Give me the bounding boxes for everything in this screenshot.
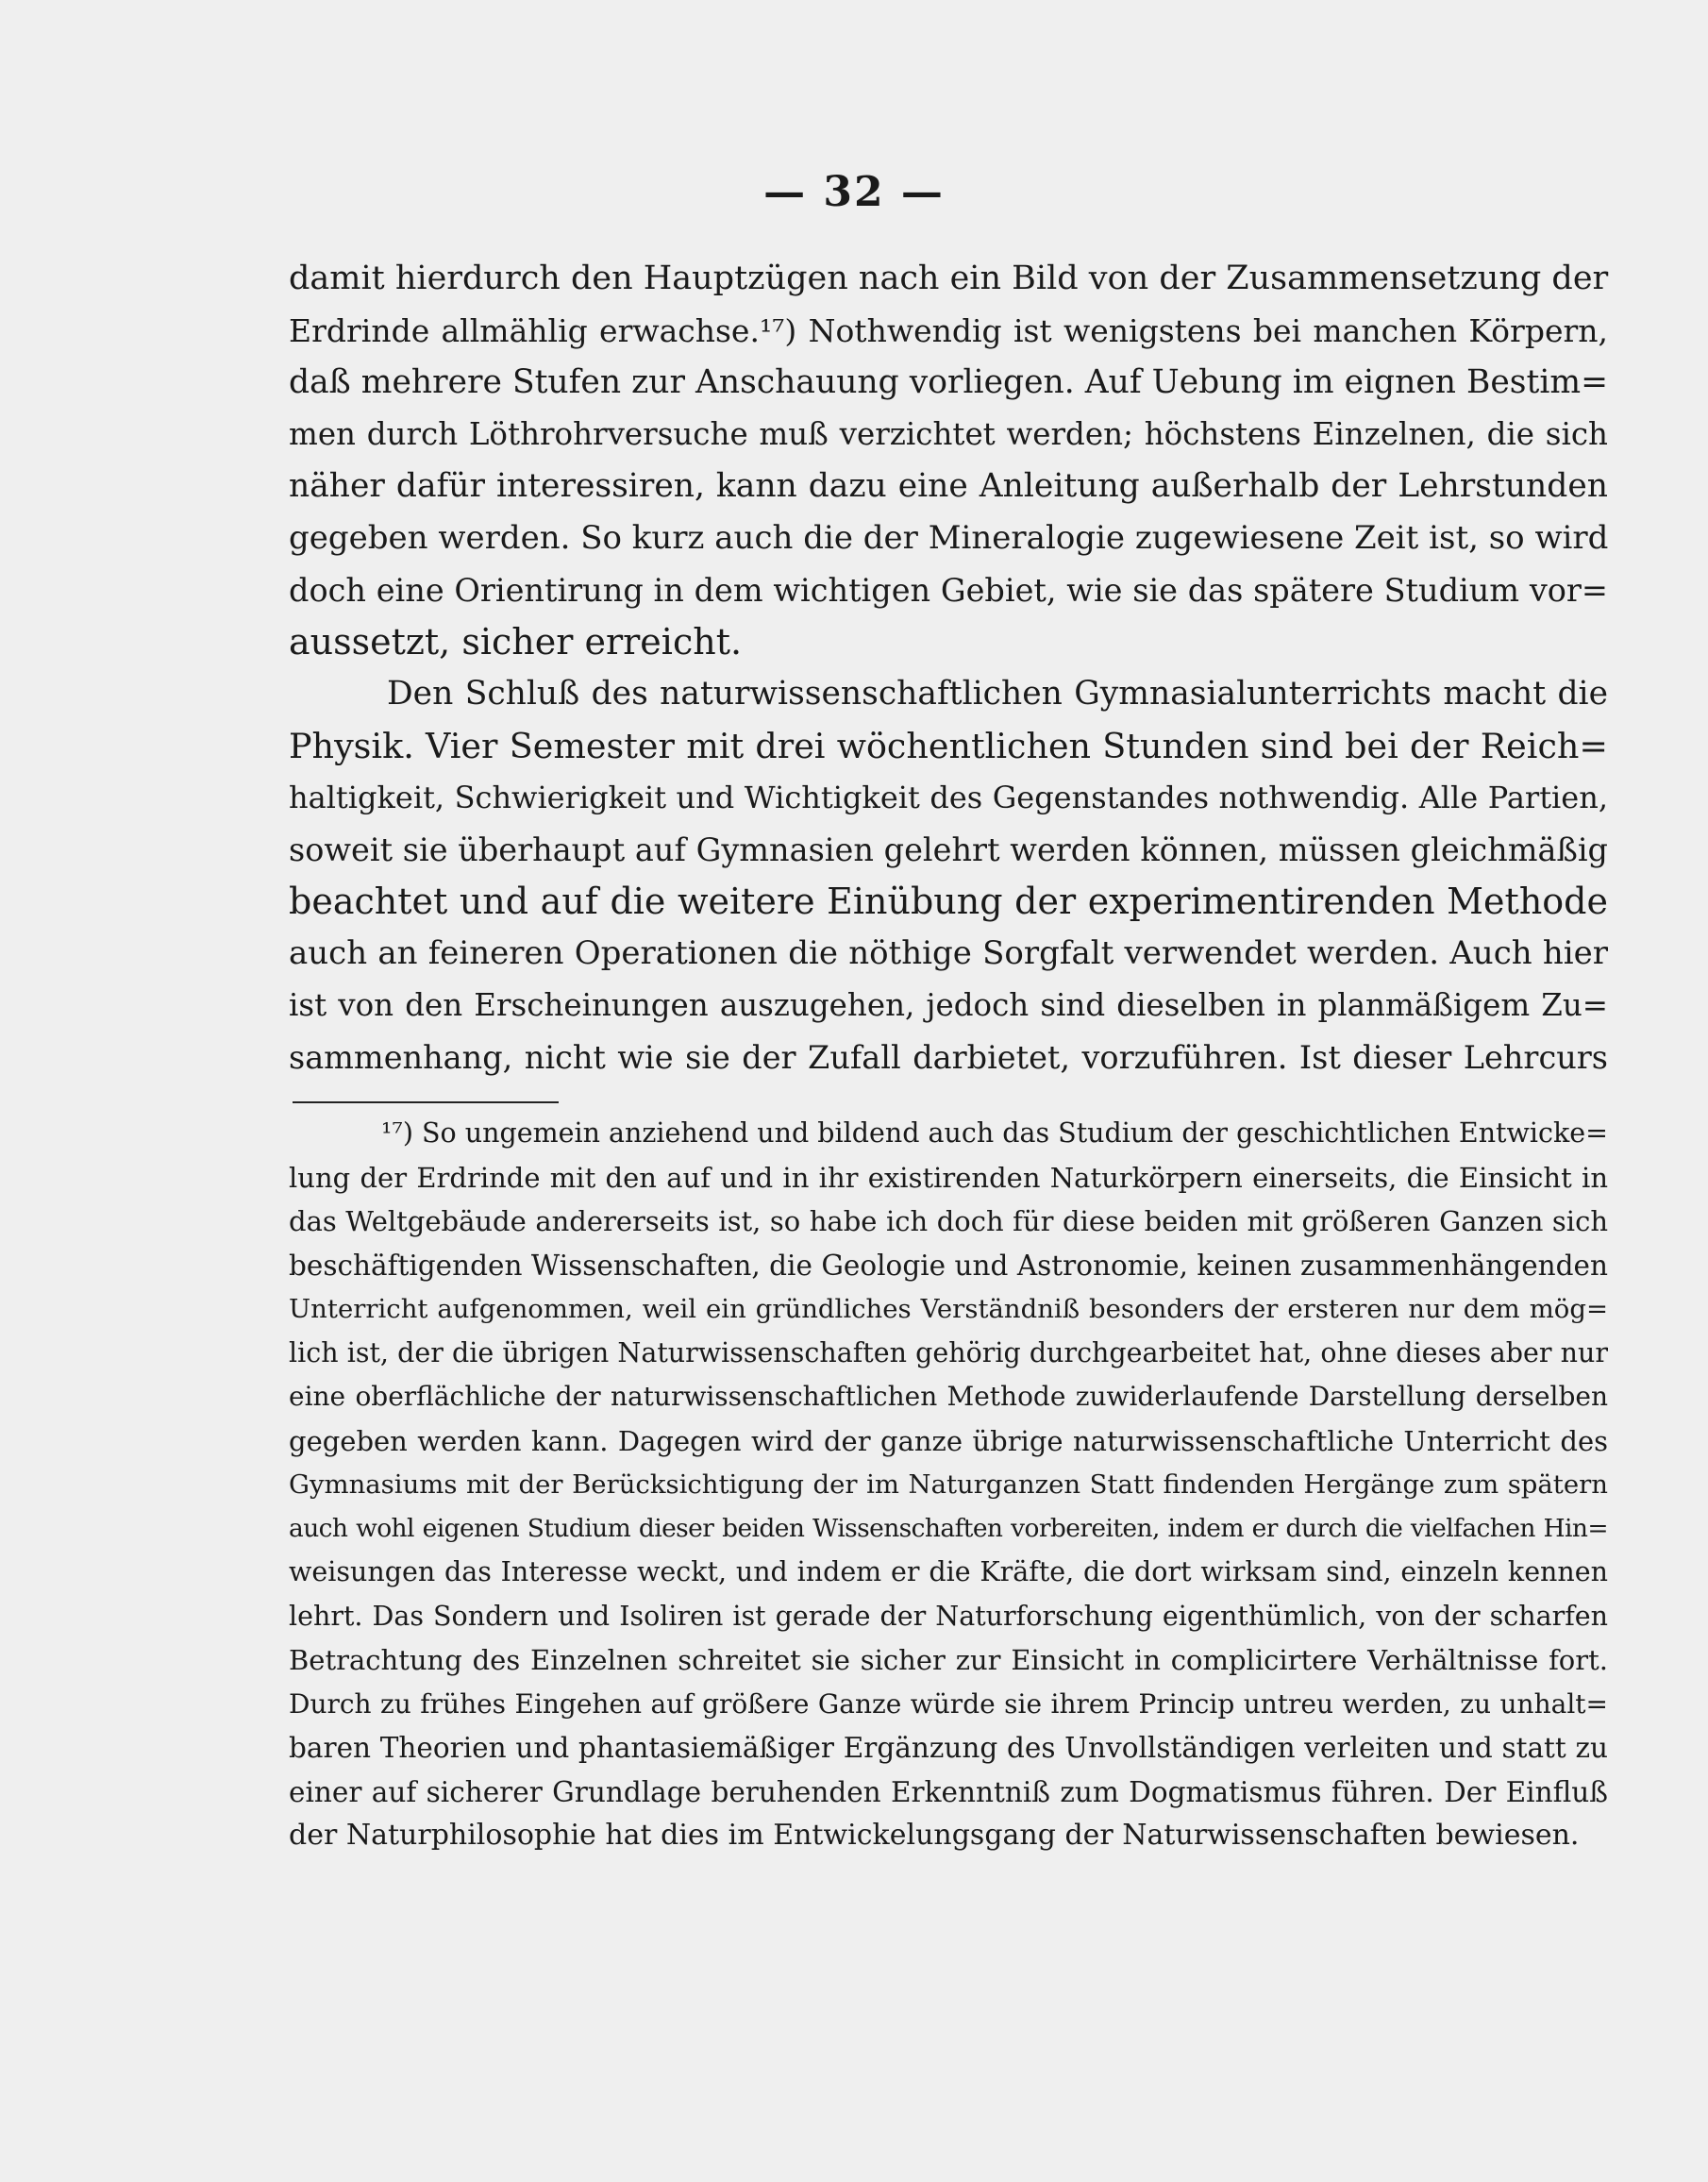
footnote-line: das Weltgebäude andererseits ist, so habe ich doch für diese beiden mit größeren Ganzen sich <box>289 1205 1608 1237</box>
footnote-line: ¹⁷) So ungemein anziehend und bildend auch das Studium der geschichtlichen Entwicke= <box>381 1117 1608 1149</box>
text-line: Erdrinde allmählig erwachse.¹⁷) Nothwendig ist wenigstens bei manchen Körpern, <box>289 312 1608 349</box>
text-line: doch eine Orientirung in dem wichtigen Gebiet, wie sie das spätere Studium vor= <box>289 572 1608 609</box>
footnote-line: baren Theorien und phantasiemäßiger Ergänzung des Unvollständigen verleiten und statt zu <box>289 1732 1608 1764</box>
footnote-line: Durch zu frühes Eingehen auf größere Ganze würde sie ihrem Princip untreu werden, zu unhalt= <box>289 1687 1608 1720</box>
text-line: gegeben werden. So kurz auch die der Mineralogie zugewiesene Zeit ist, so wird <box>289 519 1609 557</box>
text-line: damit hierdurch den Hauptzügen nach ein Bild von der Zusammensetzung der <box>289 260 1609 297</box>
footnote-line: weisungen das Interesse weckt, und indem er die Kräfte, die dort wirksam sind, einzeln kennen <box>289 1556 1608 1587</box>
text-line: Physik. Vier Semester mit drei wöchentlichen Stunden sind bei der Reich= <box>289 726 1608 766</box>
text-line: daß mehrere Stufen zur Anschauung vorliegen. Auf Uebung im eignen Bestim= <box>289 363 1608 401</box>
footnote-line: lung der Erdrinde mit den auf und in ihr existirenden Naturkörpern einerseits, die Einsicht in <box>289 1161 1608 1194</box>
text-line: men durch Löthrohrversuche muß verzichtet werden; höchstens Einzelnen, die sich <box>289 416 1608 452</box>
text-line: beachtet und auf die weitere Einübung der experimentirenden Methode <box>289 881 1608 922</box>
footnote-divider <box>293 1101 559 1103</box>
text-line: ist von den Erscheinungen auszugehen, jedoch sind dieselben in planmäßigem Zu= <box>289 987 1608 1023</box>
footnote-line: beschäftigenden Wissenschaften, die Geologie und Astronomie, keinen zusammenhängenden <box>289 1249 1608 1282</box>
page-number: — 32 — <box>763 168 945 216</box>
footnote-line: einer auf sicherer Grundlage beruhenden Erkenntniß zum Dogmatismus führen. Der Einfluß <box>289 1775 1608 1808</box>
footnote-line: der Naturphilosophie hat dies im Entwickelungsgang der Naturwissenschaften bewiesen. <box>289 1819 1580 1852</box>
text-line: sammenhang, nicht wie sie der Zufall darbietet, vorzuführen. Ist dieser Lehrcurs <box>289 1039 1608 1076</box>
footnote-line: Betrachtung des Einzelnen schreitet sie sicher zur Einsicht in complicirtere Verhältnisse fort. <box>289 1644 1608 1676</box>
text-line: auch an feineren Operationen die nöthige Sorgfalt verwendet werden. Auch hier <box>289 934 1608 972</box>
text-line: soweit sie überhaupt auf Gymnasien gelehrt werden können, müssen gleichmäßig <box>289 831 1608 868</box>
footnote <box>289 1112 1608 1858</box>
footnote-line: gegeben werden kann. Dagegen wird der ganze übrige naturwissenschaftliche Unterricht des <box>289 1424 1608 1457</box>
footnote-line: lich ist, der die übrigen Naturwissenschaften gehörig durchgearbeitet hat, ohne dieses aber nur <box>289 1336 1608 1368</box>
main-text <box>289 253 1608 1083</box>
footnote-line: Gymnasiums mit der Berücksichtigung der im Naturganzen Statt findenden Hergänge zum spätern <box>289 1469 1608 1500</box>
footnote-line: auch wohl eigenen Studium dieser beiden Wissenschaften vorbereiten, indem er durch die vielfachen Hin= <box>289 1513 1608 1543</box>
footnote-line: Unterricht aufgenommen, weil ein gründliches Verständniß besonders der ersteren nur dem mög= <box>289 1294 1608 1324</box>
footnote-line: lehrt. Das Sondern und Isoliren ist gerade der Naturforschung eigenthümlich, von der scharfen <box>289 1600 1608 1632</box>
text-line: näher dafür interessiren, kann dazu eine Anleitung außerhalb der Lehrstunden <box>289 467 1608 505</box>
footnote-line: eine oberflächliche der naturwissenschaftlichen Methode zuwiderlaufende Darstellung derselben <box>289 1381 1608 1412</box>
text-line: aussetzt, sicher erreicht. <box>289 621 743 663</box>
text-line: haltigkeit, Schwierigkeit und Wichtigkeit des Gegenstandes nothwendig. Alle Partien, <box>289 780 1608 815</box>
text-line: Den Schluß des naturwissenschaftlichen Gymnasialunterrichts macht die <box>387 675 1608 713</box>
